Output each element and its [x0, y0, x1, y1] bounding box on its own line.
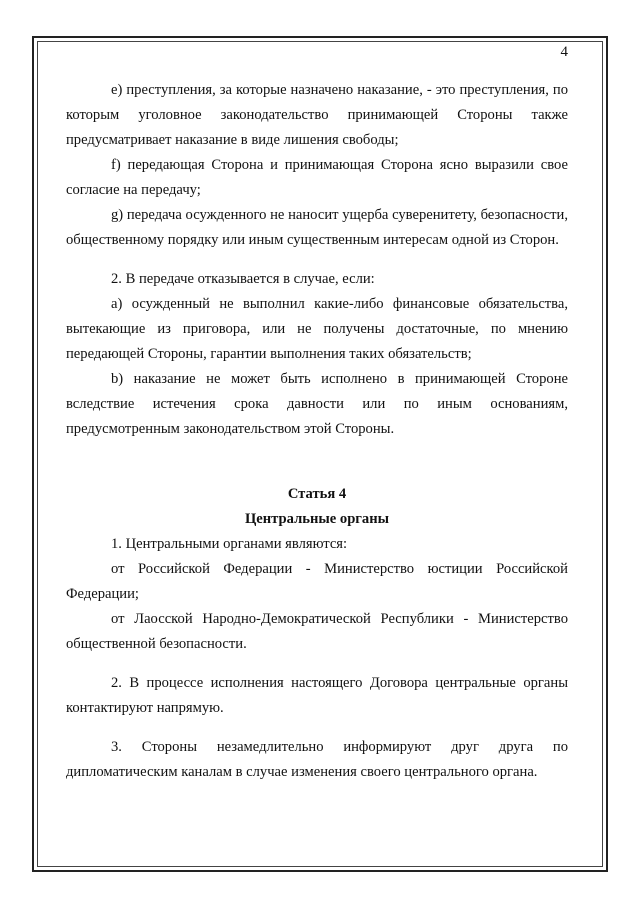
paragraph-f: f) передающая Сторона и принимающая Сторона ясно выразили свое согласие на передачу;	[66, 157, 568, 198]
paragraph-e: е) преступления, за которые назначено наказание, - это преступления, по которым уголовное законодательство принимающей Стороны также предусматривает наказание в виде лишения свободы;	[66, 82, 568, 148]
clause-2-item-b: b) наказание не может быть исполнено в принимающей Стороне вследствие истечения срока давности или по иным основаниям, предусмотренным законодательством этой Стороны.	[66, 371, 568, 437]
paragraph-g: g) передача осужденного не наносит ущерба суверенитету, безопасности, общественному порядку или иным существенным интересам одной из Сторон.	[66, 207, 568, 248]
clause-2-intro: 2. В передаче отказывается в случае, если:	[111, 271, 375, 287]
article-number: Статья 4	[287, 486, 347, 502]
article-clause-3: 3. Стороны незамедлительно информируют друг друга по дипломатическим каналам в случае изменения своего центрального органа.	[66, 739, 568, 780]
article-title: Центральные органы	[244, 511, 390, 527]
spacer	[66, 253, 568, 267]
article-clause-2: 2. В процессе исполнения настоящего Договора центральные органы контактируют напрямую.	[66, 675, 568, 716]
page-number: 4	[560, 44, 568, 60]
spacer	[66, 721, 568, 735]
spacer	[66, 442, 568, 482]
document-body	[66, 78, 568, 785]
article-clause-1-laos: от Лаосской Народно-Демократической Республики - Министерство общественной безопасности.	[66, 611, 568, 652]
article-clause-1-russia: от Российской Федерации - Министерство юстиции Российской Федерации;	[66, 561, 568, 602]
clause-2-item-a: а) осужденный не выполнил какие-либо финансовые обязательства, вытекающие из приговора, или не получены достаточные, по мнению передающей Стороны, гарантии выполнения таких обязательств;	[66, 296, 568, 362]
article-clause-1: 1. Центральными органами являются:	[111, 536, 348, 552]
spacer	[66, 657, 568, 671]
